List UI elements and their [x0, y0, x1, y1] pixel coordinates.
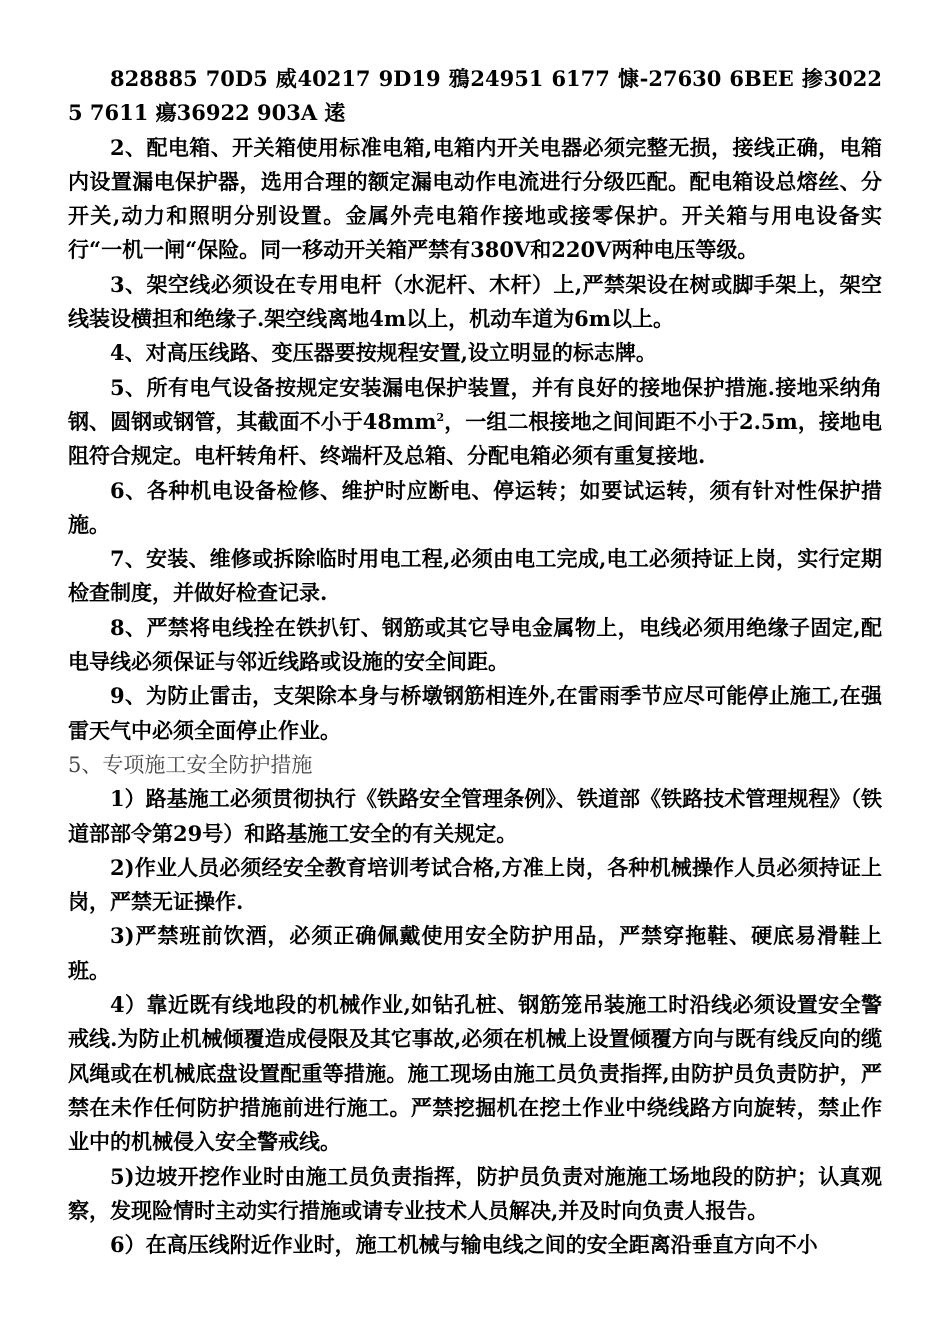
section-heading: 5、专项施工安全防护措施 — [68, 752, 313, 777]
item-existing-line: 4）靠近既有线地段的机械作业,如钻孔桩、钢筋笼吊装施工时沿线必须设置安全警戒线.为防止机械倾覆造成侵限及其它事故,必须在机械上设置倾覆方向与既有线反向的缆风绳或在机械底盘设置配重等措施。施工现场由施工员负责指挥,由防护员负责防护，严禁在未作任何防护措施前进行施工。严禁挖掘机在挖土作业中绕线路方向旋转，禁止作业中的机械侵入安全警戒线。 — [68, 992, 882, 1155]
grounding-superscript: 2 — [436, 410, 445, 424]
paragraph-overhead-line: 3、架空线必须设在专用电杆（水泥杆、木杆）上,严禁架设在树或脚手架上，架空线装设横担和绝缘子.架空线离地4m以上，机动车道为6m以上。 — [68, 271, 882, 332]
item-high-voltage-work: 6）在高压线附近作业时，施工机械与输电线之间的安全距离沿垂直方向不小 — [110, 1232, 818, 1258]
grounding-text-part1: 5、所有电气设备按规定安装漏电保护装置，并有良好的接地保护措施.接地采纳角钢、圆钢或钢管，其截面不小于48mm — [68, 374, 882, 434]
paragraph-lightning: 9、为防止雷击，支架除本身与桥墩钢筋相连外,在雷雨季节应尽可能停止施工,在强雷天气中必须全面停止作业。 — [68, 683, 882, 743]
document-page — [68, 62, 882, 1262]
paragraph-distribution-box: 2、配电箱、开关箱使用标准电箱,电箱内开关电器必须完整无损，接线正确，电箱内设置漏电保护器，选用合理的额定漏电动作电流进行分级匹配。配电箱设总熔丝、分开关,动力和照明分别设置。金属外壳电箱作接地或接零保护。开关箱与用电设备实行“一机一闸“保险。同一移动开关箱严禁有380V和220V两种电压等级。 — [68, 134, 882, 263]
item-slope-excavation: 5)边坡开挖作业时由施工员负责指挥，防护员负责对施施工场地段的防护；认真观察，发现险情时主动实行措施或请专业技术人员解决,并及时向负责人报告。 — [68, 1163, 882, 1223]
item-no-drinking: 3)严禁班前饮酒，必须正确佩戴使用安全防护用品，严禁穿拖鞋、硬底易滑鞋上班。 — [68, 923, 882, 983]
grounding-text-part2: ，一组二根接地之间间距不小于2.5m，接地电阻符合规定。电杆转角杆、终端杆及总箱、分配电箱必须有重复接地. — [68, 408, 882, 469]
garbled-code-line: 828885 70D5 威40217 9D19 鴉24951 6177 慷-27630 6BEE 掺30225 7611 瘍36922 903A 逺 — [68, 66, 882, 126]
paragraph-grounding — [68, 371, 882, 474]
paragraph-high-voltage: 4、对高压线路、变压器要按规程安置,设立明显的标志牌。 — [110, 340, 657, 366]
paragraph-electrician: 7、安装、维修或拆除临时用电工程,必须由电工完成,电工必须持证上岗，实行定期检查制度，并做好检查记录. — [68, 546, 882, 606]
paragraph-wire-fixing: 8、严禁将电线拴在铁扒钉、钢筋或其它导电金属物上，电线必须用绝缘子固定,配电导线必须保证与邻近线路或设施的安全间距。 — [68, 614, 882, 675]
item-roadbed-rules: 1）路基施工必须贯彻执行《铁路安全管理条例》、铁道部《铁路技术管理规程》（铁道部部令第29号）和路基施工安全的有关规定。 — [68, 786, 882, 846]
item-training: 2)作业人员必须经安全教育培训考试合格,方准上岗，各种机械操作人员必须持证上岗，严禁无证操作. — [68, 854, 882, 915]
paragraph-maintenance: 6、各种机电设备检修、维护时应断电、停运转；如要试运转，须有针对性保护措施。 — [68, 477, 882, 537]
